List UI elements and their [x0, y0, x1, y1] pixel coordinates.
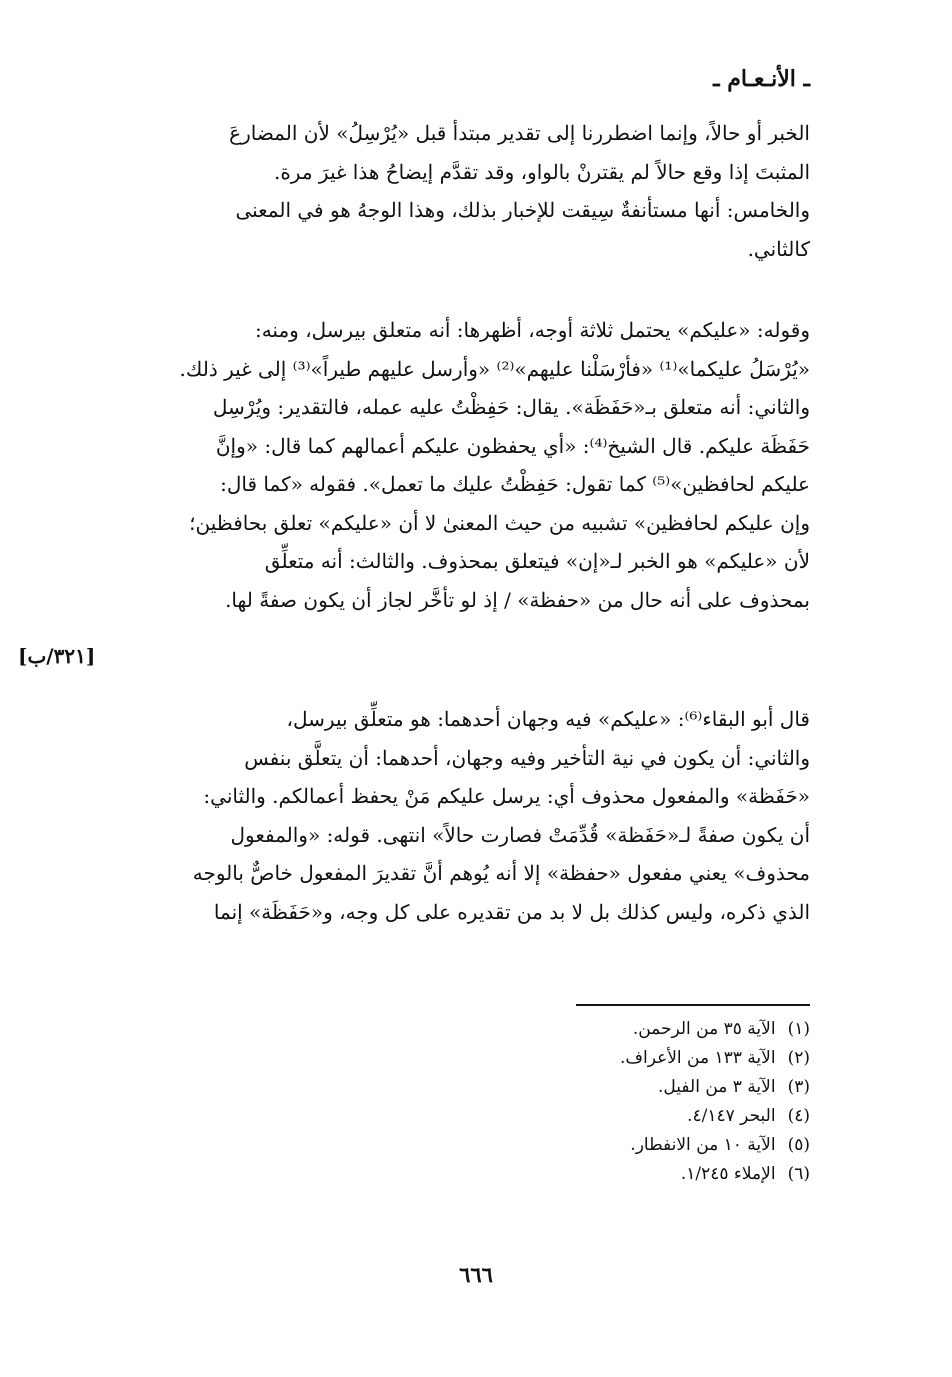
footnote-item	[620, 1102, 810, 1131]
footnote-item	[620, 1015, 810, 1044]
footnote-number: (٢)	[787, 1048, 810, 1068]
footnote-number: (٤)	[787, 1106, 810, 1126]
paragraph-3	[135, 700, 810, 931]
footnote-text: الآية ١٣٣ من الأعراف.	[619, 1048, 776, 1068]
footnote-item	[620, 1160, 810, 1189]
paragraph-text: الخبر أو حالاً، وإنما اضطررنا إلى تقدير مبتدأ قبل «يُرْسِلُ» لأن المضارعَ المثبتَ إذا وقع حالاً لم يقترنْ بالواو، وقد تقدَّم إيضاحُ هذا غيرَ مرة. والخامس: أنها مستأنفةٌ سِيقت للإخبار بذلك، وهذا الوجهُ هو في المعنى كالثاني.	[229, 121, 810, 261]
footnote-divider	[576, 1004, 810, 1006]
paragraph-2	[135, 311, 810, 619]
footnote-number: (٦)	[787, 1164, 810, 1184]
footnote-number: (٣)	[787, 1077, 810, 1097]
footnote-item	[620, 1131, 810, 1160]
footnote-text: الآية ٣٥ من الرحمن.	[632, 1019, 776, 1039]
paragraph-1	[135, 114, 810, 268]
footnote-item	[620, 1073, 810, 1102]
footnote-number: (١)	[787, 1019, 810, 1039]
paragraph-text: وقوله: «عليكم» يحتمل ثلاثة أوجه، أظهرها: أنه متعلق بيرسل، ومنه: «يُرْسَلُ عليكما»⁽¹⁾ «فأرْسَلْنا عليهم»⁽²⁾ «وأرسل عليهم طيراً»⁽³⁾ إلى غير ذلك. والثاني: أنه متعلق بـ«حَفَظَة». يقال: حَفِظْتُ عليه عمله، فالتقدير: ويُرْسِل حَفَظَة عليكم. قال الشيخ⁽⁴⁾: «أي يحفظون عليكم أعمالهم كما قال: «وإنَّ عليكم لحافظين»⁽⁵⁾ كما تقول: حَفِظْتُ عليك ما تعمل». فقوله «كما قال: وإن عليكم لحافظين» تشبيه من حيث المعنىٰ لا أن «عليكم» تعلق بحافظين؛ لأن «عليكم» هو الخبر لـ«إن» فيتعلق بمحذوف. والثالث: أنه متعلِّق بمحذوف على أنه حال من «حفظة» / إذ لو تأخَّر لجاز أن يكون صفةً لها.	[179, 318, 810, 612]
footnote-text: البحر ٤/١٤٧.	[687, 1106, 776, 1126]
manuscript-folio-reference: [٣٢١/ب]	[18, 644, 96, 668]
running-header: ـ الأنـعـام ـ	[713, 66, 810, 92]
page-number: ٦٦٦	[459, 1262, 493, 1287]
paragraph-text: قال أبو البقاء⁽⁶⁾: «عليكم» فيه وجهان أحدهما: هو متعلِّق بيرسل، والثاني: أن يكون في نية التأخير وفيه وجهان، أحدهما: أن يتعلَّق بنفس «حَفَظة» والمفعول محذوف أي: يرسل عليكم مَنْ يحفظ أعمالكم. والثاني: أن يكون صفةً لـ«حَفَظة» قُدِّمَتْ فصارت حالاً» انتهى. قوله: «والمفعول محذوف» يعني مفعول «حفظة» إلا أنه يُوهم أنَّ تقديرَ المفعول خاصٌّ بالوجه الذي ذكره، وليس كذلك بل لا بد من تقديره على كل وجه، و«حَفَظَة» إنما	[192, 707, 810, 924]
footnote-number: (٥)	[787, 1135, 810, 1155]
footnote-text: الآية ٣ من الفيل.	[658, 1077, 776, 1097]
footnotes-list	[620, 1015, 810, 1189]
footnote-text: الآية ١٠ من الانفطار.	[630, 1135, 776, 1155]
footnote-text: الإملاء ١/٢٤٥.	[680, 1164, 776, 1184]
footnote-item	[620, 1044, 810, 1073]
